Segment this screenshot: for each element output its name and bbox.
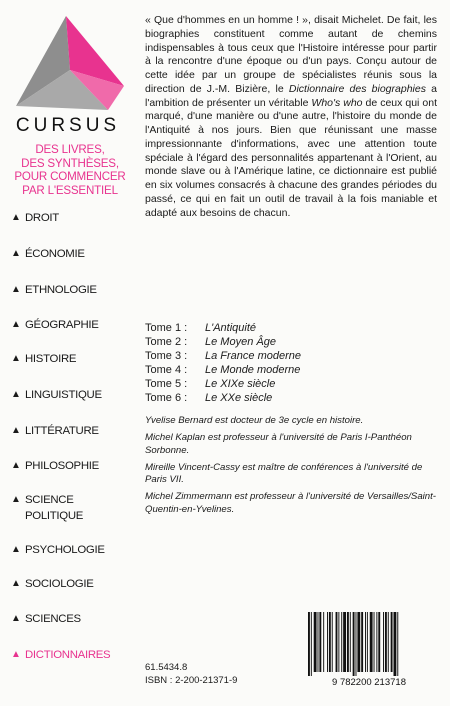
- collection-item-philosophie: ▲ PHILOSOPHIE: [11, 460, 99, 472]
- collection-item-droit: ▲ DROIT: [11, 212, 59, 224]
- author-note: Michel Zimmermann est professeur à l'université de Versailles/Saint-Quentin-en-Yvelines.: [145, 491, 436, 515]
- barcode-bar: [308, 612, 310, 676]
- tagline-line: DES SYNTHÈSES,: [21, 156, 119, 170]
- barcode-bar: [327, 612, 328, 672]
- barcode-bar: [383, 612, 384, 672]
- barcode-bar: [314, 612, 317, 672]
- tagline: [4, 143, 136, 197]
- triangle-icon: ▲: [11, 248, 21, 259]
- author-note: Michel Kaplan est professeur à l'université de Paris I-Panthéon Sorbonne.: [145, 432, 412, 456]
- barcode-bar: [361, 612, 363, 672]
- barcode-bar: [338, 612, 339, 672]
- tome-list: [145, 321, 437, 405]
- barcode-bar: [329, 612, 331, 672]
- collection-item-histoire: ▲ HISTOIRE: [11, 353, 77, 365]
- triangle-icon: ▲: [11, 319, 21, 330]
- barcode-bar: [311, 612, 312, 676]
- barcode-bar: [374, 612, 375, 672]
- left-column: [0, 0, 128, 706]
- triangle-icon: ▲: [11, 212, 21, 223]
- barcode-bar: [388, 612, 389, 672]
- barcode-bar: [394, 612, 397, 676]
- brand-name: CURSUS: [15, 115, 121, 136]
- triangle-icon: ▲: [11, 425, 21, 436]
- collection-item-ethnologie: ▲ ETHNOLOGIE: [11, 284, 97, 296]
- barcode-bar: [391, 612, 393, 672]
- barcode-bar: [353, 612, 355, 676]
- barcode-bar: [367, 612, 368, 672]
- tome-row: Tome 6 : Le XXe siècle: [145, 392, 273, 404]
- author-note: Yvelise Bernard est docteur de 3e cycle en histoire.: [145, 415, 364, 426]
- barcode-bar: [347, 612, 349, 672]
- triangle-icon: ▲: [11, 649, 21, 660]
- barcode: [298, 610, 440, 688]
- collection-item-science-politique: ▲ SCIENCE POLITIQUE: [11, 494, 84, 522]
- triangle-icon: ▲: [11, 613, 21, 624]
- triangle-icon: ▲: [11, 284, 21, 295]
- collection-item-sciences: ▲ SCIENCES: [11, 613, 81, 625]
- tome-row: Tome 4 : Le Monde moderne: [145, 364, 301, 376]
- tome-row: Tome 1 : L'Antiquité: [145, 322, 257, 334]
- barcode-bar: [356, 612, 357, 676]
- barcode-bar: [397, 612, 398, 676]
- tome-row: Tome 3 : La France moderne: [145, 350, 301, 362]
- triangle-icon: ▲: [11, 389, 21, 400]
- catalog-code: 61.5434.8: [145, 662, 188, 673]
- collection-item-geographie: ▲ GÉOGRAPHIE: [11, 319, 99, 331]
- barcode-bar: [336, 612, 338, 672]
- collection-item-economie: ▲ ÉCONOMIE: [11, 248, 85, 260]
- triangle-icon: ▲: [11, 353, 21, 364]
- triangle-icon: ▲: [11, 578, 21, 589]
- barcode-number: 9 782200 213718: [332, 677, 406, 688]
- barcode-bar: [370, 612, 373, 672]
- barcode-bar: [341, 612, 342, 672]
- tagline-line: POUR COMMENCER: [14, 170, 126, 183]
- barcode-bar: [332, 612, 333, 672]
- barcode-bars: [308, 612, 398, 676]
- tome-row: Tome 2 : Le Moyen Âge: [145, 336, 276, 348]
- barcode-bar: [365, 612, 366, 672]
- barcode-bar: [376, 612, 377, 672]
- author-note: Mireille Vincent-Cassy est maître de conférences à l'université de Paris VII.: [145, 461, 423, 486]
- triangle-icon: ▲: [11, 544, 21, 555]
- barcode-bar: [343, 612, 346, 672]
- triangle-icon: ▲: [11, 494, 21, 505]
- barcode-bar: [319, 612, 321, 672]
- barcode-bar: [378, 612, 380, 672]
- barcode-bar: [357, 612, 360, 672]
- cursus-pyramid-logo-icon: [16, 14, 124, 112]
- barcode-bar: [385, 612, 387, 672]
- author-notes: [145, 415, 437, 521]
- tagline-line: PAR L'ESSENTIEL: [22, 183, 118, 197]
- barcode-bar: [323, 612, 324, 672]
- collection-item-dictionnaires: ▲ DICTIONNAIRES: [11, 649, 111, 661]
- collection-item-linguistique: ▲ LINGUISTIQUE: [11, 389, 102, 401]
- collection-item-litterature: ▲ LITTÉRATURE: [11, 425, 99, 437]
- tome-row: Tome 5 : Le XIXe siècle: [145, 378, 276, 390]
- isbn: ISBN : 2-200-21371-9: [145, 675, 238, 686]
- collection-item-psychologie: ▲ PSYCHOLOGIE: [11, 544, 105, 556]
- description-paragraph: « Que d'hommes en un homme ! », disait Michelet. De fait, les biographies constituent comme autant de chemins indispensables à tous ceux que l'Histoire intéresse pour partir à la rencontre d'une époque ou d'un pays. Conçu autour de cette idée par un groupe de spécialistes réunis sous la direction de J.-M. Bizière, le Dictionnaire des biographies a l'ambition de présenter un véritable Who's who de ceux qui ont marqué, d'une manière ou d'une autre, l'histoire du monde de l'Antiquité à nos jours. Bien que réunissant une masse impressionnante d'informations, avec une attention toute spéciale à l'égard des personnalités appartenant à l'Orient, au monde slave ou à l'Amérique latine, ce dictionnaire est publié en six volumes consacrés à chacune des grandes périodes du passé, ce qui en fait un outil de travail à la fois maniable et adapté aux besoins de chacun.: [145, 14, 437, 219]
- barcode-bar: [350, 612, 351, 672]
- barcode-bar: [318, 612, 319, 672]
- tagline-line: DES LIVRES,: [35, 143, 105, 156]
- collection-item-sociologie: ▲ SOCIOLOGIE: [11, 578, 94, 590]
- triangle-icon: ▲: [11, 460, 21, 471]
